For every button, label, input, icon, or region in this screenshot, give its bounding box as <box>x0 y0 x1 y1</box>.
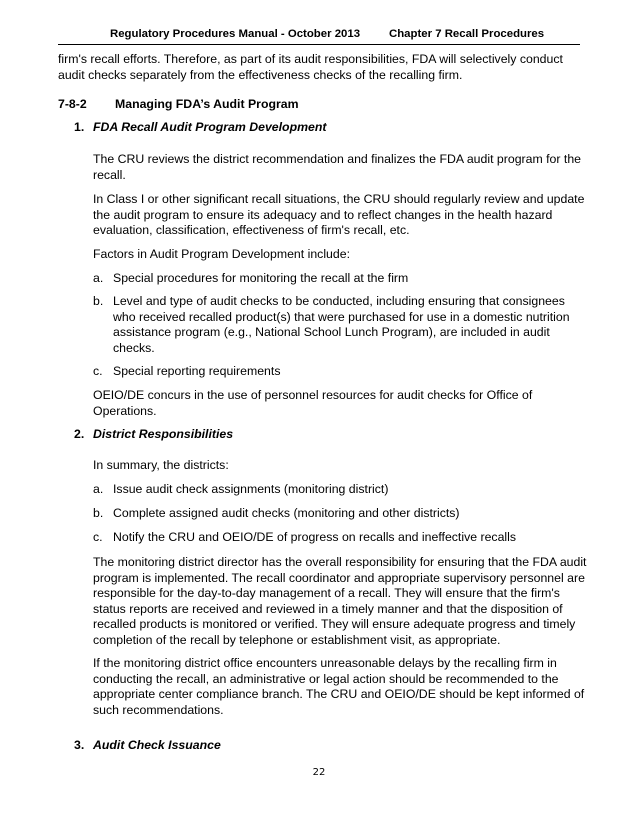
list-text: Notify the CRU and OEIO/DE of progress on recalls and ineffective recalls <box>113 530 517 544</box>
list-letter: b. <box>93 506 104 520</box>
header-manual-title: Regulatory Procedures Manual - October 2013 <box>110 28 361 40</box>
list-text: Special procedures for monitoring the recall at the firm <box>113 271 409 285</box>
sub2-list-item-a <box>93 482 589 498</box>
section-title: Managing FDA’s Audit Program <box>115 97 299 111</box>
subsection-3-title: Audit Check Issuance <box>93 738 221 752</box>
header-rule <box>58 44 580 45</box>
subsection-2-heading <box>74 427 233 443</box>
sub1-paragraph-2: In Class I or other significant recall situations, the CRU should regularly review and update the audit program to ensure its adequacy and to reflect changes in the health hazard evaluation, classification, effectiveness of firm's recall, etc. <box>93 192 585 238</box>
list-letter: a. <box>93 482 104 496</box>
subsection-3-heading <box>74 738 221 754</box>
section-number: 7-8-2 <box>58 97 87 111</box>
list-text: Level and type of audit checks to be conducted, including ensuring that consignees who received recalled product(s) that were purchased for use in a domestic nutrition assistance program (e.g., National School Lunch Program), are included in audit checks. <box>113 294 570 355</box>
subsection-1-title: FDA Recall Audit Program Development <box>93 120 327 134</box>
page-number: 22 <box>312 767 326 778</box>
sub1-paragraph-3: Factors in Audit Program Development include: <box>93 247 350 261</box>
section-heading <box>58 97 578 113</box>
subsection-1-heading <box>74 120 326 136</box>
sub2-paragraph-3: If the monitoring district office encounters unreasonable delays by the recalling firm in conducting the recall, an administrative or legal action should be recommended to the appropriate center compliance branch. The CRU and OEIO/DE should be kept informed of such recommendations. <box>93 656 585 717</box>
list-letter: c. <box>93 530 103 544</box>
list-text: Special reporting requirements <box>113 364 281 378</box>
subsection-1-number: 1. <box>74 120 85 134</box>
list-letter: b. <box>93 294 104 308</box>
sub2-paragraph-1: In summary, the districts: <box>93 458 229 472</box>
header-chapter-title: Chapter 7 Recall Procedures <box>389 28 545 40</box>
sub2-paragraph-2: The monitoring district director has the overall responsibility for ensuring that the FDA audit program is implemented. The recall coordinator and appropriate supervisory personnel are responsible for the day-to-day management of a recall. They will ensure that the firm's status reports are received and reviewed in a timely manner and that the disposition of recalled products is monitored or verified. They will ensure adequate progress and timely completion of the recall by telephone or establishment visit, as appropriate. <box>93 555 587 647</box>
list-letter: a. <box>93 271 104 285</box>
list-letter: c. <box>93 364 103 378</box>
sub1-list-item-c <box>93 364 589 380</box>
subsection-3-number: 3. <box>74 738 85 752</box>
sub1-list-item-a <box>93 271 589 287</box>
sub2-list-item-c <box>93 530 589 546</box>
list-text: Issue audit check assignments (monitoring district) <box>113 482 389 496</box>
sub1-paragraph-4: OEIO/DE concurs in the use of personnel resources for audit checks for Office of Operations. <box>93 388 533 418</box>
intro-paragraph: firm's recall efforts. Therefore, as part of its audit responsibilities, FDA will selectively conduct audit checks separately from the effectiveness checks of the recalling firm. <box>58 52 563 82</box>
sub1-list-item-b <box>93 294 589 356</box>
subsection-2-title: District Responsibilities <box>93 427 234 441</box>
list-text: Complete assigned audit checks (monitoring and other districts) <box>113 506 460 520</box>
subsection-2-number: 2. <box>74 427 85 441</box>
sub1-paragraph-1: The CRU reviews the district recommendation and finalizes the FDA audit program for the recall. <box>93 152 581 182</box>
sub2-list-item-b <box>93 506 589 522</box>
